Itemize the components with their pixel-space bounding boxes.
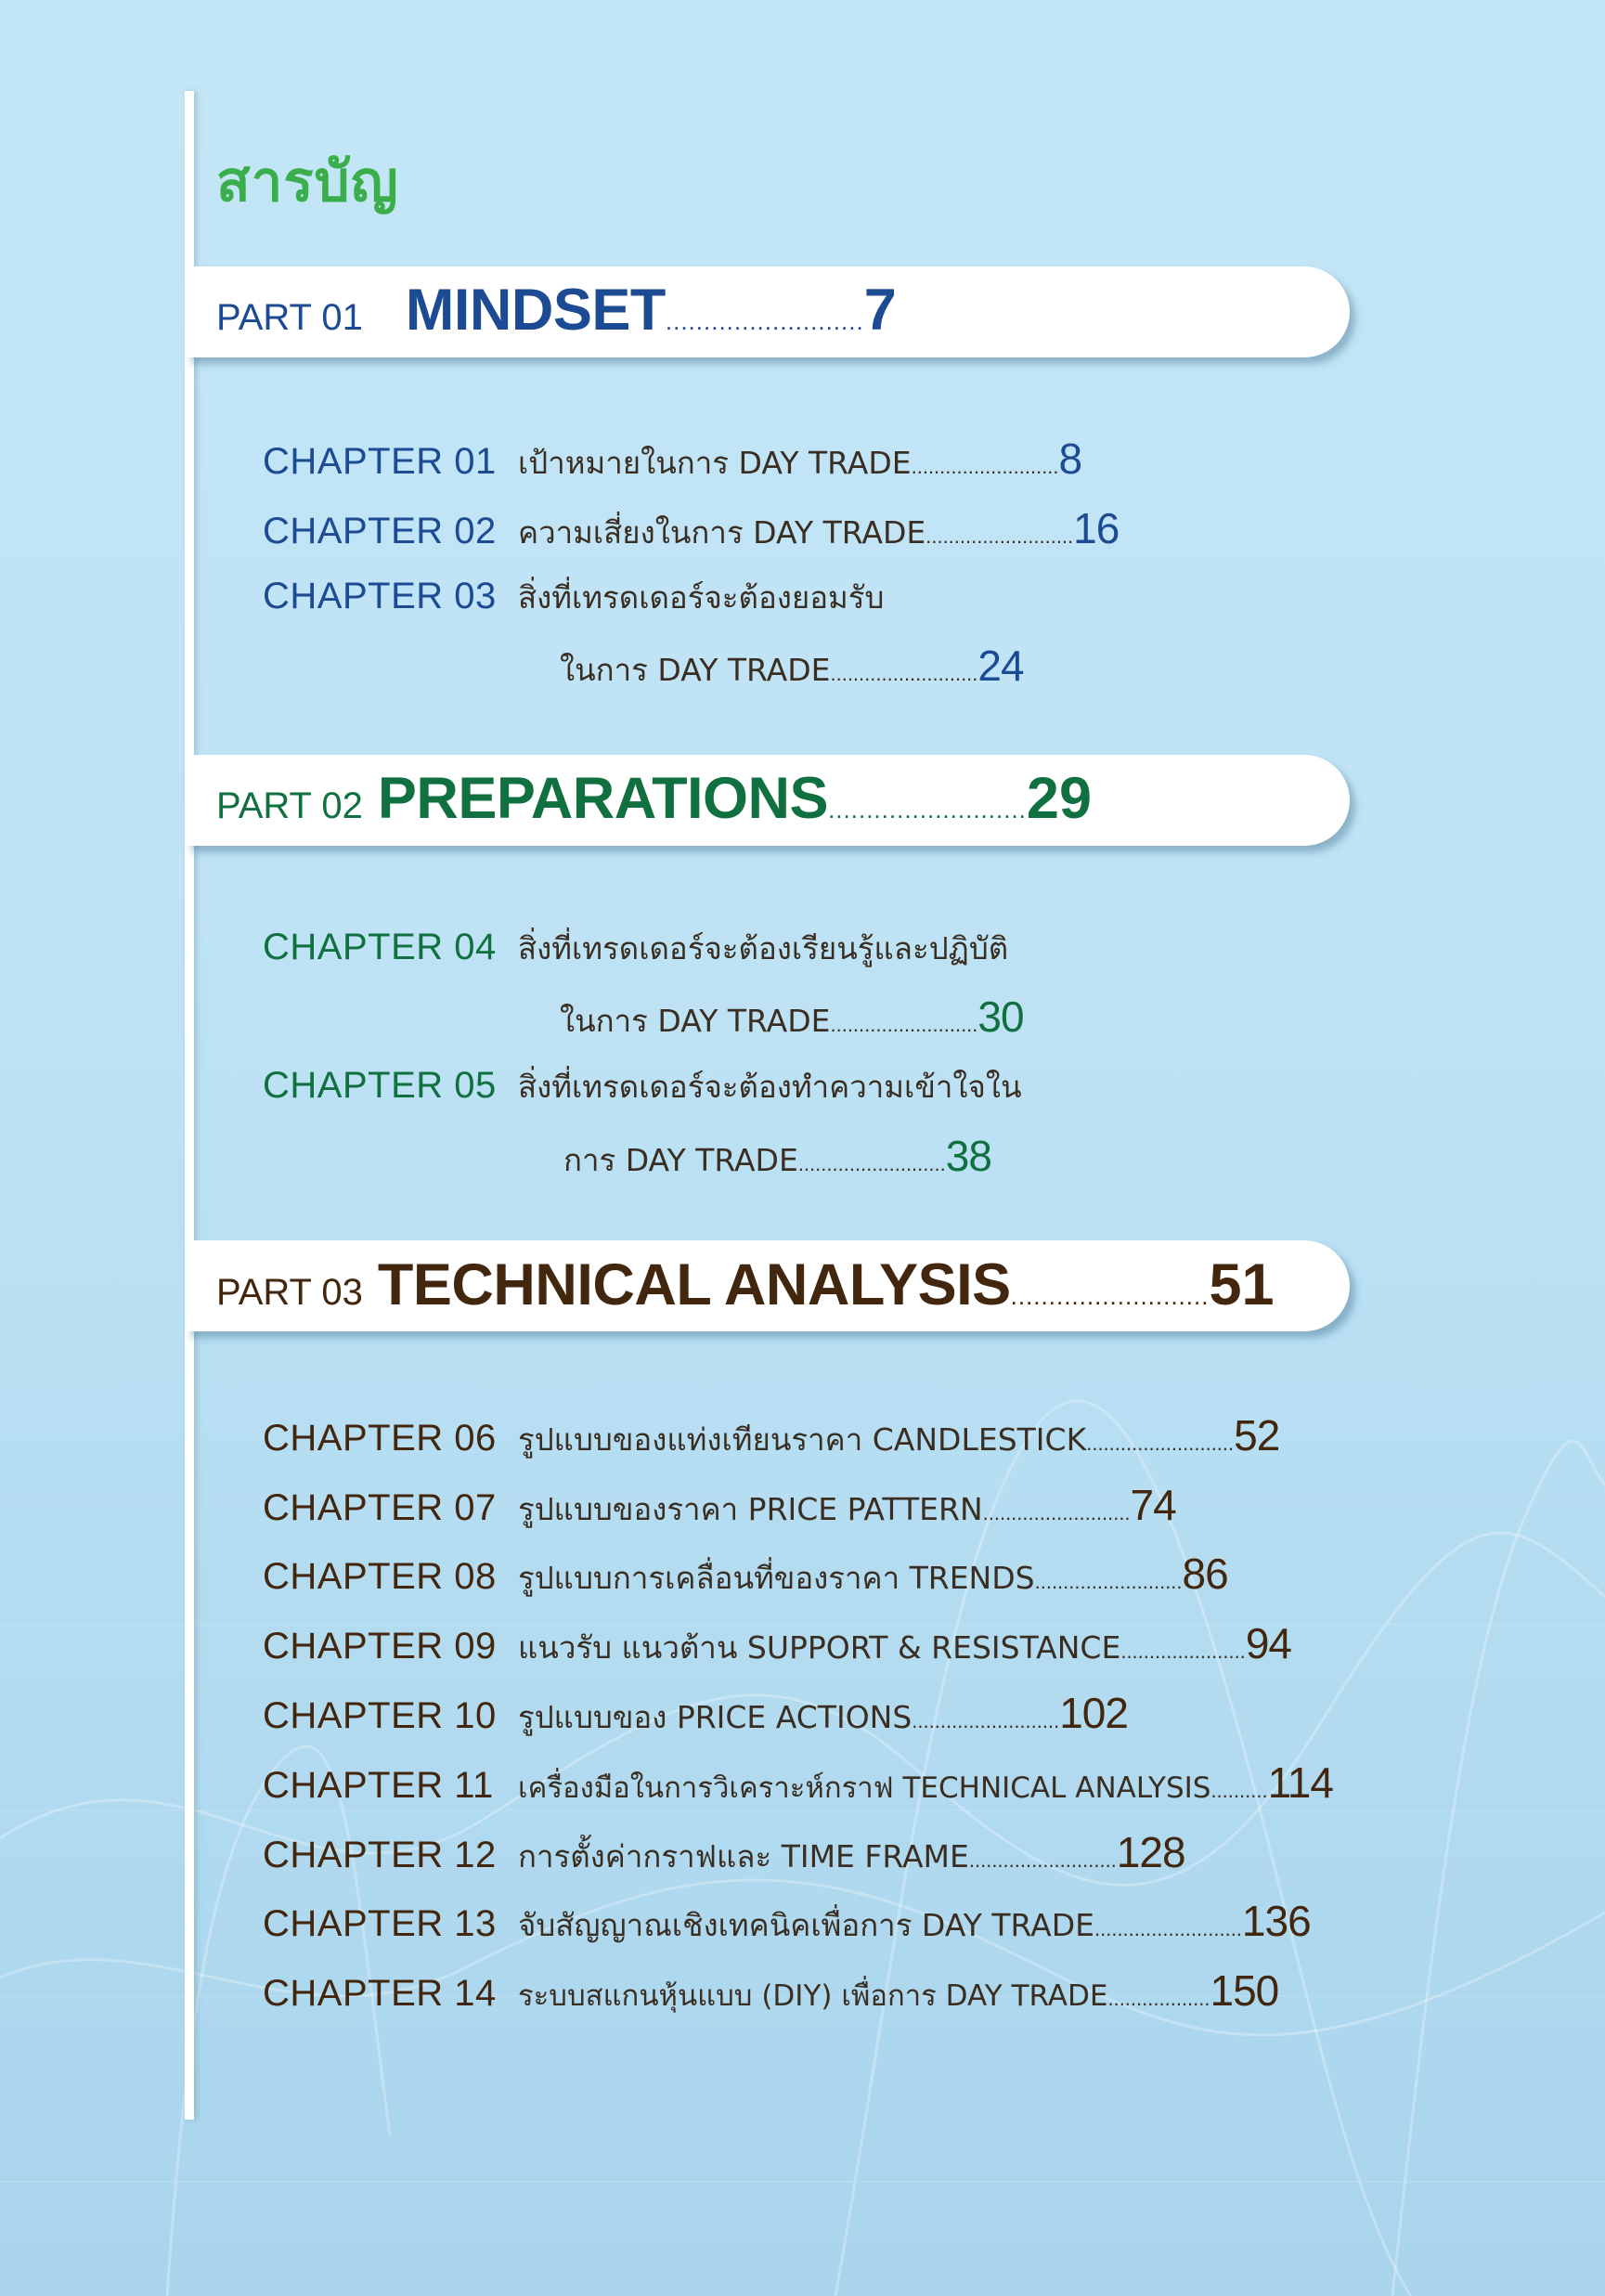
leader-dots: .......................... — [1094, 1917, 1242, 1940]
leader-dots: .......................... — [968, 1848, 1117, 1872]
part-page-number: 29 — [1026, 766, 1092, 831]
chapter-page-number: 94 — [1245, 1619, 1291, 1667]
chapter-title-continued: ในการ DAY TRADE — [560, 1003, 831, 1039]
chapter-page-number: 128 — [1116, 1828, 1185, 1876]
toc-entry — [263, 503, 1119, 557]
part-heading-02 — [216, 765, 1092, 832]
chapter-title-continued: การ DAY TRADE — [563, 1142, 798, 1178]
part-page-number: 51 — [1209, 1252, 1275, 1317]
chapter-label: CHAPTER 09 — [263, 1626, 497, 1667]
part-label: PART 03 — [216, 1272, 363, 1313]
leader-dots: ...................... — [1120, 1640, 1246, 1663]
leader-dots: .......................... — [828, 796, 1027, 824]
toc-entry — [263, 1062, 1022, 1111]
toc-entry-continuation — [560, 641, 1024, 694]
leader-dots: .......................... — [912, 1709, 1060, 1732]
toc-entry — [263, 1758, 1333, 1810]
leader-dots: .......................... — [830, 1013, 978, 1036]
chapter-title: รูปแบบการเคลื่อนที่ของราคา TRENDS — [518, 1560, 1035, 1596]
toc-entry — [263, 1480, 1176, 1534]
toc-entry — [263, 1549, 1228, 1602]
part-title: PREPARATIONS — [377, 766, 829, 831]
chapter-title: การตั้งค่ากราฟและ TIME FRAME — [518, 1838, 969, 1874]
chapter-label: CHAPTER 07 — [263, 1487, 497, 1528]
chapter-page-number: 38 — [945, 1132, 991, 1180]
chapter-label: CHAPTER 10 — [263, 1695, 497, 1736]
vertical-accent-line — [185, 91, 194, 2120]
chapter-title: ระบบสแกนหุ้นแบบ (DIY) เพื่อการ DAY TRADE — [518, 1979, 1108, 2013]
chapter-label: CHAPTER 03 — [263, 576, 497, 616]
chapter-page-number: 30 — [977, 992, 1024, 1041]
chapter-label: CHAPTER 08 — [263, 1556, 497, 1597]
chapter-title: เครื่องมือในการวิเคราะห์กราฟ TECHNICAL ANALYSIS — [518, 1771, 1211, 1805]
chapter-page-number: 136 — [1241, 1897, 1311, 1945]
toc-entry — [263, 1410, 1279, 1464]
chapter-title: สิ่งที่เทรดเดอร์จะต้องยอมรับ — [518, 579, 885, 616]
leader-dots: .......................... — [830, 662, 978, 685]
leader-dots: .......................... — [1086, 1432, 1235, 1455]
chapter-label: CHAPTER 06 — [263, 1418, 497, 1459]
chapter-page-number: 8 — [1058, 435, 1082, 483]
leader-dots: .......................... — [1010, 1282, 1210, 1310]
chapter-title: ความเสี่ยงในการ DAY TRADE — [518, 514, 926, 551]
chapter-label: CHAPTER 14 — [263, 1973, 497, 2014]
chapter-label: CHAPTER 13 — [263, 1903, 497, 1944]
leader-dots: .......................... — [665, 307, 864, 335]
part-title: TECHNICAL ANALYSIS — [377, 1252, 1011, 1317]
chapter-title: แนวรับ แนวต้าน SUPPORT & RESISTANCE — [518, 1629, 1121, 1666]
part-heading-01 — [216, 277, 897, 344]
part-label: PART 02 — [216, 785, 363, 826]
chapter-label: CHAPTER 05 — [263, 1065, 497, 1106]
toc-entry — [263, 1688, 1128, 1742]
chapter-label: CHAPTER 01 — [263, 441, 497, 482]
chapter-title: จับสัญญาณเชิงเทคนิคเพื่อการ DAY TRADE — [518, 1907, 1094, 1943]
part-title: MINDSET — [405, 278, 666, 343]
toc-entry-continuation — [560, 992, 1024, 1045]
leader-dots: .......... — [1210, 1779, 1268, 1802]
part-page-number: 7 — [863, 278, 897, 343]
page-title: สารบัญ — [216, 149, 399, 214]
chapter-page-number: 114 — [1267, 1758, 1333, 1807]
chapter-page-number: 24 — [977, 642, 1024, 690]
chapter-page-number: 74 — [1130, 1481, 1176, 1529]
chapter-label: CHAPTER 04 — [263, 927, 497, 967]
leader-dots: .......................... — [797, 1152, 946, 1175]
chapter-label: CHAPTER 02 — [263, 511, 497, 551]
toc-entry — [263, 1827, 1185, 1881]
chapter-title: รูปแบบของราคา PRICE PATTERN — [518, 1491, 983, 1527]
chapter-page-number: 86 — [1182, 1550, 1228, 1598]
chapter-page-number: 52 — [1234, 1411, 1280, 1459]
part-label: PART 01 — [216, 297, 363, 338]
leader-dots: .................. — [1107, 1987, 1210, 2010]
toc-entry — [263, 1618, 1291, 1672]
chapter-label: CHAPTER 12 — [263, 1835, 497, 1875]
chapter-title: รูปแบบของแท่งเทียนราคา CANDLESTICK — [518, 1421, 1087, 1458]
leader-dots: .......................... — [911, 455, 1059, 478]
chapter-page-number: 16 — [1073, 504, 1120, 552]
part-heading-03 — [216, 1252, 1275, 1318]
chapter-title: สิ่งที่เทรดเดอร์จะต้องทำความเข้าใจใน — [518, 1069, 1022, 1105]
toc-entry — [263, 1896, 1311, 1950]
chapter-page-number: 102 — [1059, 1689, 1128, 1737]
chapter-title: สิ่งที่เทรดเดอร์จะต้องเรียนรู้และปฏิบัติ — [518, 930, 1009, 966]
leader-dots: .......................... — [925, 525, 1074, 548]
toc-entry-continuation — [563, 1131, 991, 1185]
chapter-label: CHAPTER 11 — [263, 1765, 494, 1806]
leader-dots: .......................... — [1034, 1570, 1183, 1593]
toc-entry — [263, 1965, 1278, 2018]
chapter-page-number: 150 — [1210, 1966, 1279, 2015]
leader-dots: .......................... — [982, 1501, 1131, 1524]
chapter-title-continued: ในการ DAY TRADE — [560, 652, 831, 688]
toc-entry — [263, 434, 1081, 487]
chapter-title: รูปแบบของ PRICE ACTIONS — [518, 1699, 913, 1735]
chapter-title: เป้าหมายในการ DAY TRADE — [518, 445, 912, 481]
toc-entry — [263, 924, 1008, 973]
toc-entry — [263, 573, 884, 622]
